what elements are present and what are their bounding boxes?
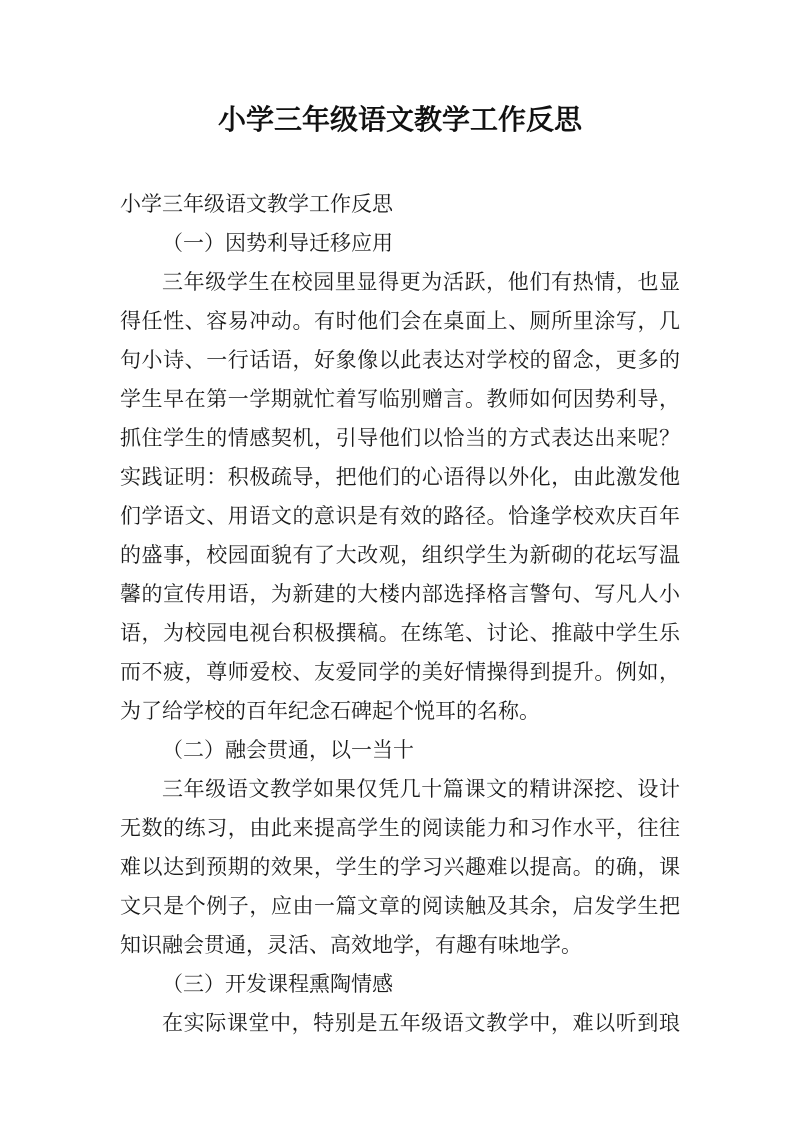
text-line: 语，为校园电视台积极撰稿。在练笔、讨论、推敲中学生乐	[120, 621, 680, 645]
text-line: （三）开发课程熏陶情感	[162, 972, 393, 996]
text-line: 实践证明：积极疏导，把他们的心语得以外化，由此激发他	[120, 465, 680, 489]
text-line: 而不疲，尊师爱校、友爱同学的美好情操得到提升。例如，	[120, 660, 680, 684]
text-line: 馨的宣传用语，为新建的大楼内部选择格言警句、写凡人小	[120, 582, 680, 606]
text-line: 句小诗、一行话语，好象像以此表达对学校的留念，更多的	[120, 348, 680, 372]
text-line: 难以达到预期的效果，学生的学习兴趣难以提高。的确，课	[120, 855, 680, 879]
text-line: （一）因势利导迁移应用	[162, 231, 393, 255]
text-line: 三年级语文教学如果仅凭几十篇课文的精讲深挖、设计	[162, 777, 680, 801]
text-line: 知识融会贯通，灵活、高效地学，有趣有味地学。	[120, 933, 582, 957]
text-line: 三年级学生在校园里显得更为活跃，他们有热情，也显	[162, 270, 680, 294]
text-line: 小学三年级语文教学工作反思	[120, 192, 393, 216]
document-body	[120, 185, 680, 1043]
text-line: 们学语文、用语文的意识是有效的路径。恰逢学校欢庆百年	[120, 504, 680, 528]
text-line: 得任性、容易冲动。有时他们会在桌面上、厕所里涂写，几	[120, 309, 680, 333]
text-line: 在实际课堂中，特别是五年级语文教学中，难以听到琅	[162, 1011, 680, 1035]
document-title: 小学三年级语文教学工作反思	[217, 103, 582, 136]
text-line: （二）融会贯通，以一当十	[162, 738, 414, 762]
text-line: 无数的练习，由此来提高学生的阅读能力和习作水平，往往	[120, 816, 680, 840]
text-line: 的盛事，校园面貌有了大改观，组织学生为新砌的花坛写温	[120, 543, 680, 567]
text-line: 文只是个例子，应由一篇文章的阅读触及其余，启发学生把	[120, 894, 680, 918]
text-line: 抓住学生的情感契机，引导他们以恰当的方式表达出来呢？	[120, 426, 680, 450]
text-line: 学生早在第一学期就忙着写临别赠言。教师如何因势利导，	[120, 387, 680, 411]
text-line: 为了给学校的百年纪念石碑起个悦耳的名称。	[120, 699, 540, 723]
